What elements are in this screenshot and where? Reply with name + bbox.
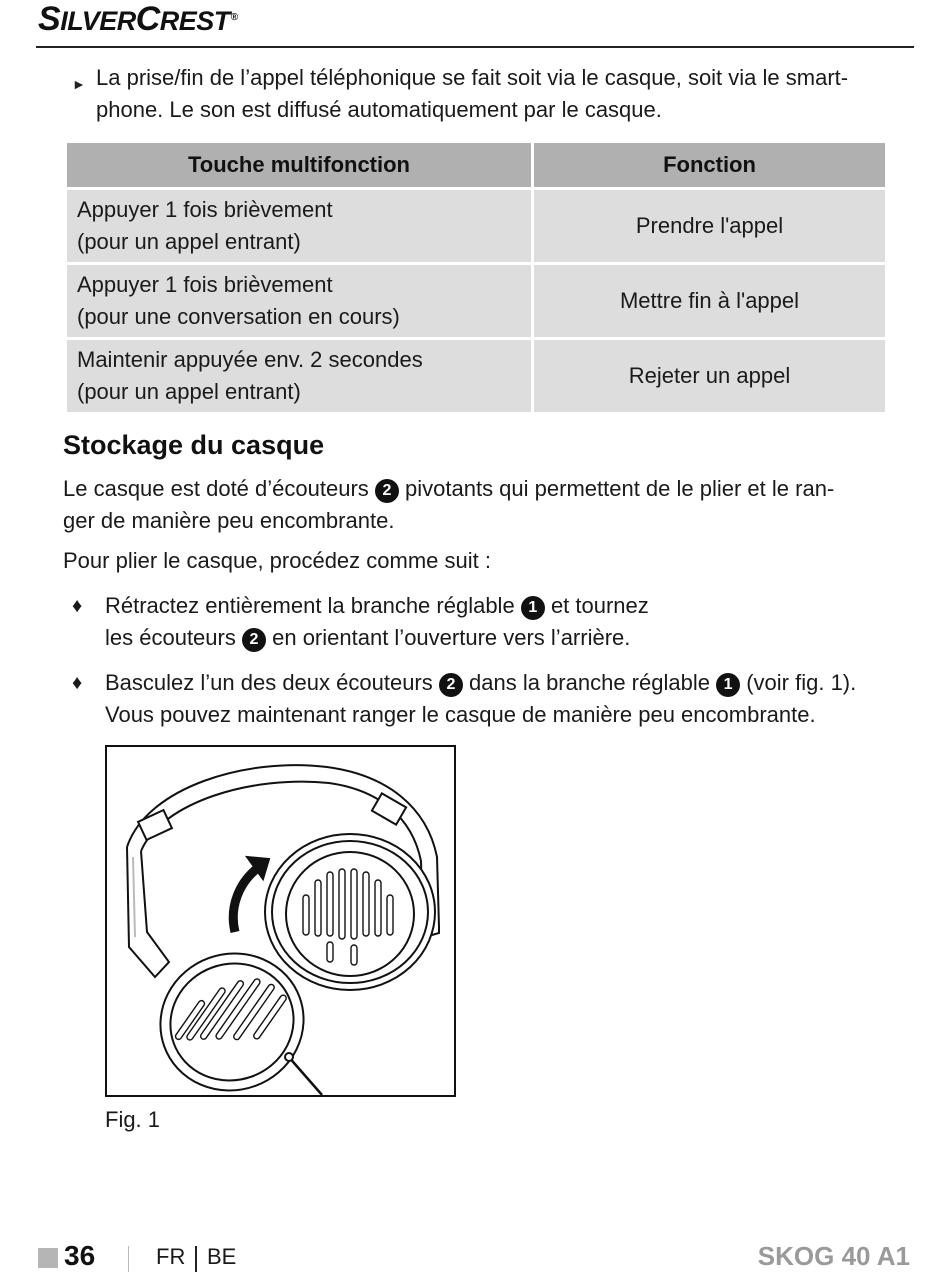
bullet1-text-c: les écouteurs (105, 625, 236, 650)
bullet1-text-d: en orientant l’ouverture vers l’arrière. (272, 625, 631, 650)
number-badge-2: 2 (242, 628, 266, 652)
number-badge-1: 1 (521, 596, 545, 620)
p1-text-c: ger de manière peu encombrante. (63, 508, 395, 533)
bullet-text (72, 667, 892, 731)
bullet2-text-c: (voir fig. 1). (746, 670, 857, 695)
bullet2-text-a: Basculez l’un des deux écouteurs (105, 670, 433, 695)
table-cell-action (67, 265, 531, 337)
p1-text-b: pivotants qui permettent de le plier et le ran- (405, 476, 835, 501)
action-line-2: (pour un appel entrant) (77, 379, 301, 404)
figure-illustration (105, 745, 456, 1097)
action-line-2: (pour une conversation en cours) (77, 304, 400, 329)
footer-divider (195, 1246, 197, 1272)
intro-paragraph (72, 62, 902, 126)
diamond-bullet-icon: ♦ (72, 595, 83, 617)
table-header-button: Touche multifonction (67, 143, 531, 187)
table-header-function: Fonction (534, 143, 885, 187)
action-line-1: Maintenir appuyée env. 2 secondes (77, 347, 423, 372)
footer-language-be: BE (207, 1244, 237, 1269)
figure-caption: Fig. 1 (105, 1107, 161, 1132)
table-cell-action (67, 190, 531, 262)
brand-letter-c: C (135, 0, 160, 38)
list-item (72, 667, 892, 731)
table-cell-function: Prendre l'appel (534, 190, 885, 262)
action-line-1: Appuyer 1 fois brièvement (77, 197, 333, 222)
folded-headphones-illustration (107, 747, 454, 1095)
bullet1-text-b: et tournez (550, 593, 649, 618)
table-row (67, 340, 885, 412)
intro-text: La prise/fin de l’appel téléphonique se fait soit via le casque, soit via le smart-phone. Le son est diffusé automatiquement par le casque. (96, 65, 849, 122)
function-table (64, 140, 888, 415)
list-item (72, 590, 892, 654)
brand-letter-s: S (38, 0, 61, 38)
footer-square-icon (38, 1248, 58, 1268)
bullet-text (72, 590, 892, 654)
table-cell-action (67, 340, 531, 412)
bullet2-text-d: Vous pouvez maintenant ranger le casque de manière peu encombrante. (105, 702, 816, 727)
section-paragraph-1 (63, 473, 883, 537)
diamond-bullet-icon: ♦ (72, 672, 83, 694)
bullet1-text-a: Rétractez entièrement la branche réglable (105, 593, 515, 618)
table-row (67, 265, 885, 337)
bullet2-text-b: dans la branche réglable (469, 670, 710, 695)
table-row (67, 190, 885, 262)
section-title: Stockage du casque (63, 430, 325, 460)
brand-text-1: ILVER (60, 6, 136, 36)
footer-language-fr: FR (156, 1244, 186, 1269)
p1-text-a: Le casque est doté d’écouteurs (63, 476, 369, 501)
arrow-right-icon: ► (72, 76, 86, 92)
number-badge-1: 1 (716, 673, 740, 697)
header-rule (36, 46, 914, 48)
number-badge-2: 2 (375, 479, 399, 503)
table-cell-function: Rejeter un appel (534, 340, 885, 412)
brand-logo (38, 0, 238, 39)
footer-divider (128, 1246, 129, 1272)
registered-mark: ® (230, 12, 238, 23)
page-number: 36 (64, 1240, 96, 1271)
model-number: SKOG 40 A1 (757, 1241, 910, 1271)
brand-text-2: REST (159, 6, 230, 36)
action-line-2: (pour un appel entrant) (77, 229, 301, 254)
action-line-1: Appuyer 1 fois brièvement (77, 272, 333, 297)
table-cell-function: Mettre fin à l'appel (534, 265, 885, 337)
section-paragraph-2: Pour plier le casque, procédez comme suit : (63, 548, 491, 573)
number-badge-2: 2 (439, 673, 463, 697)
